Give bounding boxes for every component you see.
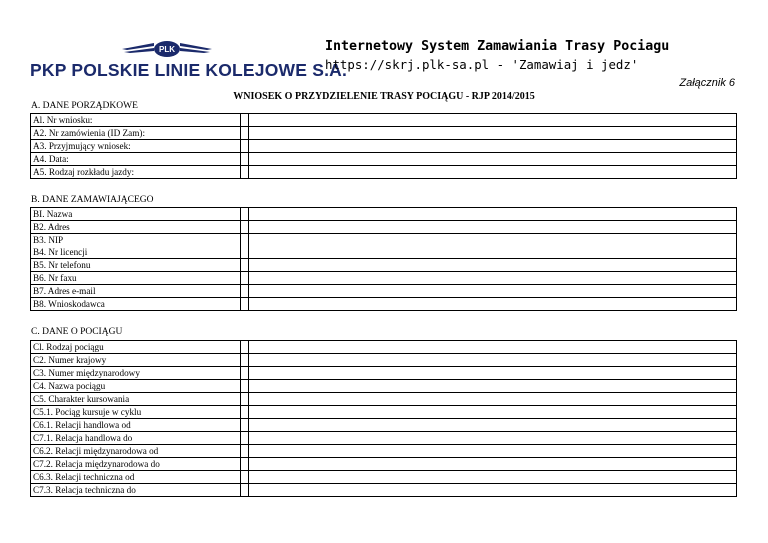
field-value-cell[interactable] <box>249 393 737 406</box>
form-row <box>31 354 737 367</box>
annex-label: Załącznik 6 <box>679 77 735 89</box>
field-spacer-cell <box>241 166 249 179</box>
section-title: C. DANE O POCIĄGU <box>31 327 123 337</box>
form-row <box>31 458 737 471</box>
field-label: C4. Nazwa pociągu <box>31 380 241 393</box>
form-row <box>31 367 737 380</box>
system-subtitle: https://skrj.plk-sa.pl - 'Zamawiaj i jedz' <box>325 57 639 72</box>
form-row <box>31 221 737 234</box>
field-label: Al. Nr wniosku: <box>31 114 241 127</box>
field-value-cell[interactable] <box>249 259 737 272</box>
form-row <box>31 419 737 432</box>
field-spacer-cell <box>241 471 249 484</box>
form-row <box>31 393 737 406</box>
form-row <box>31 380 737 393</box>
field-spacer-cell <box>241 114 249 127</box>
field-spacer-cell <box>241 127 249 140</box>
field-value-cell[interactable] <box>249 114 737 127</box>
field-spacer-cell <box>241 285 249 298</box>
form-row <box>31 445 737 458</box>
plk-wings-logo-icon <box>122 40 212 58</box>
form-row <box>31 406 737 419</box>
field-label: A3. Przyjmujący wniosek: <box>31 140 241 153</box>
form-row <box>31 432 737 445</box>
field-label: C3. Numer międzynarodowy <box>31 367 241 380</box>
form-row <box>31 140 737 153</box>
field-value-cell[interactable] <box>249 341 737 354</box>
field-value-cell[interactable] <box>249 354 737 367</box>
system-title: Internetowy System Zamawiania Trasy Pociagu <box>325 39 670 54</box>
form-row <box>31 208 737 221</box>
field-label: B8. Wnioskodawca <box>31 298 241 311</box>
field-label: A5. Rodzaj rozkładu jazdy: <box>31 166 241 179</box>
field-label: Cl. Rodzaj pociągu <box>31 341 241 354</box>
field-label: A2. Nr zamówienia (ID Zam): <box>31 127 241 140</box>
form-row <box>31 127 737 140</box>
section-title: B. DANE ZAMAWIAJĄCEGO <box>31 195 154 205</box>
field-label: C6.3. Relacji techniczna od <box>31 471 241 484</box>
field-value-cell[interactable] <box>249 445 737 458</box>
field-value-cell[interactable] <box>249 140 737 153</box>
field-value-cell[interactable] <box>249 298 737 311</box>
field-label: A4. Data: <box>31 153 241 166</box>
form-table <box>30 207 737 311</box>
field-label: C5.1. Pociąg kursuje w cyklu <box>31 406 241 419</box>
field-value-cell[interactable] <box>249 127 737 140</box>
field-spacer-cell <box>241 406 249 419</box>
field-spacer-cell <box>241 153 249 166</box>
field-value-cell[interactable] <box>249 367 737 380</box>
field-label: B3. NIP B4. Nr licencji <box>31 234 241 259</box>
field-value-cell[interactable] <box>249 484 737 497</box>
field-label: BI. Nazwa <box>31 208 241 221</box>
field-value-cell[interactable] <box>249 272 737 285</box>
section-title: A. DANE PORZĄDKOWE <box>31 101 138 111</box>
pkp-plk-logo <box>30 40 348 82</box>
field-spacer-cell <box>241 367 249 380</box>
field-label: C7.1. Relacja handlowa do <box>31 432 241 445</box>
form-row <box>31 285 737 298</box>
field-label: C5. Charakter kursowania <box>31 393 241 406</box>
field-label: B7. Adres e-mail <box>31 285 241 298</box>
field-value-cell[interactable] <box>249 166 737 179</box>
field-spacer-cell <box>241 234 249 259</box>
field-value-cell[interactable] <box>249 208 737 221</box>
field-label: C6.2. Relacji międzynarodowa od <box>31 445 241 458</box>
field-spacer-cell <box>241 259 249 272</box>
field-spacer-cell <box>241 272 249 285</box>
field-spacer-cell <box>241 221 249 234</box>
form-table <box>30 340 737 497</box>
field-spacer-cell <box>241 298 249 311</box>
field-value-cell[interactable] <box>249 153 737 166</box>
field-value-cell[interactable] <box>249 285 737 298</box>
field-spacer-cell <box>241 354 249 367</box>
document-title: WNIOSEK O PRZYDZIELENIE TRASY POCIĄGU - RJP 2014/2015 <box>233 91 535 102</box>
field-spacer-cell <box>241 341 249 354</box>
field-label: C2. Numer krajowy <box>31 354 241 367</box>
form-row <box>31 234 737 259</box>
form-table <box>30 113 737 179</box>
field-spacer-cell <box>241 484 249 497</box>
field-spacer-cell <box>241 208 249 221</box>
field-label: C7.3. Relacja techniczna do <box>31 484 241 497</box>
form-row <box>31 114 737 127</box>
field-spacer-cell <box>241 380 249 393</box>
field-value-cell[interactable] <box>249 221 737 234</box>
field-value-cell[interactable] <box>249 234 737 259</box>
field-label: C6.1. Relacji handlowa od <box>31 419 241 432</box>
logo-mark-text: PLK <box>159 45 175 54</box>
form-row <box>31 259 737 272</box>
field-value-cell[interactable] <box>249 471 737 484</box>
field-spacer-cell <box>241 140 249 153</box>
form-row <box>31 153 737 166</box>
logo-text: PKP POLSKIE LINIE KOLEJOWE S.A. <box>30 60 348 80</box>
field-spacer-cell <box>241 393 249 406</box>
form-row <box>31 471 737 484</box>
field-spacer-cell <box>241 458 249 471</box>
field-spacer-cell <box>241 432 249 445</box>
form-row <box>31 272 737 285</box>
form-row <box>31 166 737 179</box>
field-value-cell[interactable] <box>249 432 737 445</box>
field-label: B2. Adres <box>31 221 241 234</box>
form-row <box>31 298 737 311</box>
field-label: B5. Nr telefonu <box>31 259 241 272</box>
field-value-cell[interactable] <box>249 406 737 419</box>
field-value-cell[interactable] <box>249 380 737 393</box>
field-label: C7.2. Relacja międzynarodowa do <box>31 458 241 471</box>
field-value-cell[interactable] <box>249 458 737 471</box>
form-row <box>31 484 737 497</box>
form-row <box>31 341 737 354</box>
field-spacer-cell <box>241 445 249 458</box>
field-label: B6. Nr faxu <box>31 272 241 285</box>
field-spacer-cell <box>241 419 249 432</box>
field-value-cell[interactable] <box>249 419 737 432</box>
